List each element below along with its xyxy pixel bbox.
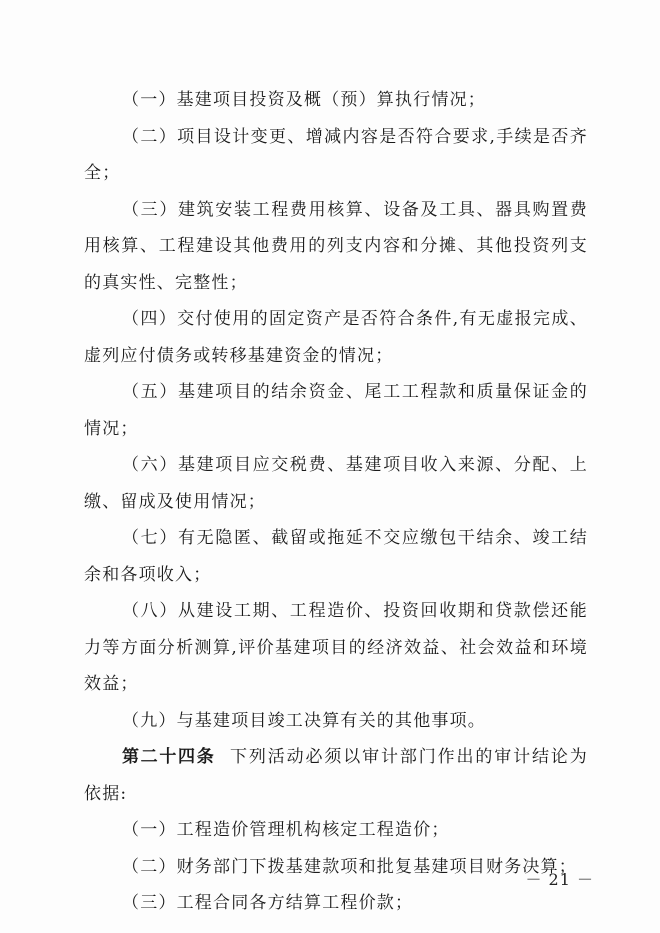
list-item: （七）有无隐匿、截留或拖延不交应缴包干结余、竣工结余和各项收入； — [84, 528, 588, 585]
list-item: （四）交付使用的固定资产是否符合条件,有无虚报完成、虚列应付债务或转移基建资金的情况； — [84, 309, 588, 366]
article-title: 第二十四条 — [122, 747, 216, 767]
list-item: （三）工程合同各方结算工程价款； — [122, 893, 414, 913]
list-item: （一）工程造价管理机构核定工程造价； — [122, 820, 450, 840]
list-item: （一）基建项目投资及概（预）算执行情况； — [122, 90, 486, 110]
article-text: 下列活动必须以审计部门作出的审计结论为依据: — [84, 747, 589, 804]
list-item: （八）从建设工期、工程造价、投资回收期和贷款偿还能力等方面分析测算,评价基建项目的经济效益、社会效益和环境效益； — [84, 601, 588, 694]
page-number: － 21 － — [525, 870, 594, 889]
list-item: （九）与基建项目竣工决算有关的其他事项。 — [122, 710, 486, 731]
list-item: （六）基建项目应交税费、基建项目收入来源、分配、上缴、留成及使用情况； — [84, 455, 588, 512]
document-body — [84, 82, 588, 922]
list-item: （五）基建项目的结余资金、尾工工程款和质量保证金的情况； — [84, 382, 588, 439]
list-item: （二）财务部门下拨基建款项和批复基建项目财务决算； — [122, 856, 577, 877]
list-item: （二）项目设计变更、增减内容是否符合要求,手续是否齐全； — [84, 126, 588, 183]
list-item: （三）建筑安装工程费用核算、设备及工具、器具购置费用核算、工程建设其他费用的列支内容和分摊、其他投资列支的真实性、完整性； — [84, 199, 588, 293]
article-paragraph — [84, 739, 588, 812]
